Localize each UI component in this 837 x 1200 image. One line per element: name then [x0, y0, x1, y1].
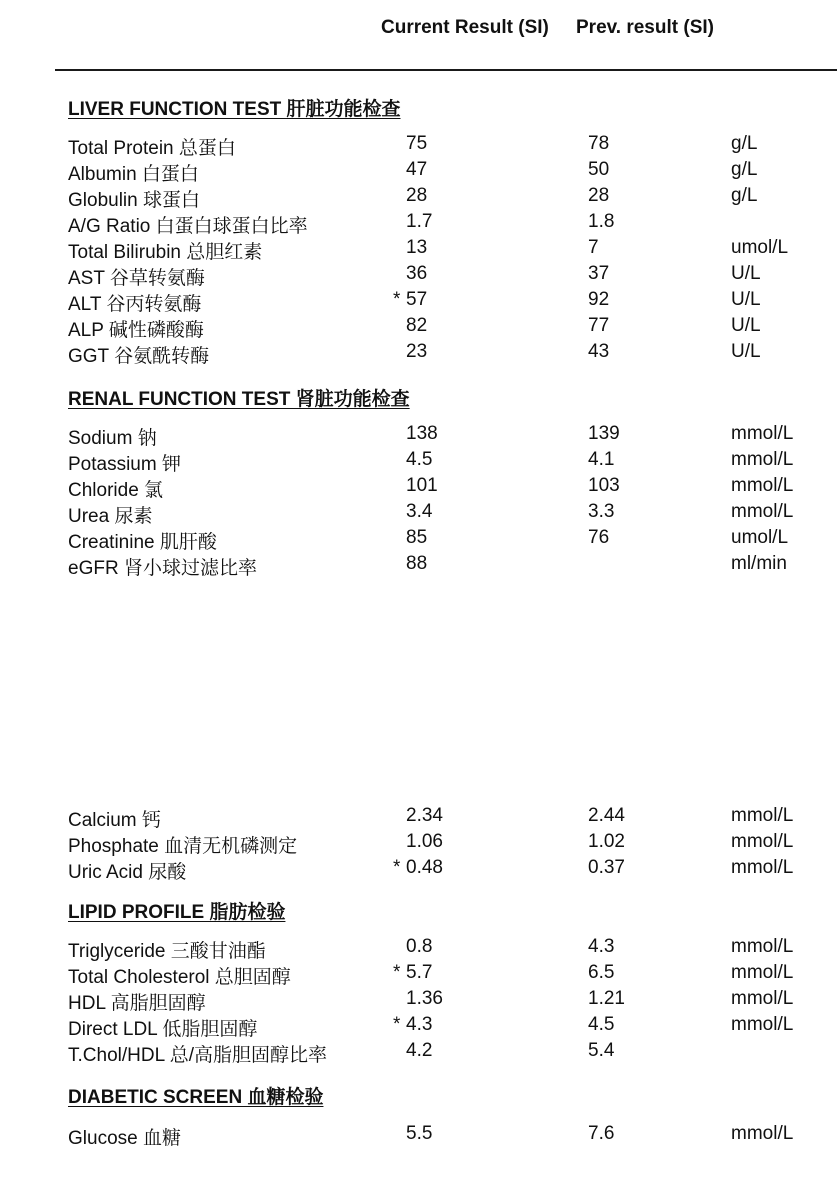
result-row: [0, 211, 837, 237]
unit: U/L: [731, 315, 761, 336]
previous-value: 6.5: [588, 962, 615, 983]
previous-value: 28: [588, 185, 610, 206]
result-row: [0, 263, 837, 289]
section-title: DIABETIC SCREEN 血糖检验: [68, 1087, 324, 1108]
result-row: [0, 1014, 837, 1040]
result-row: [0, 133, 837, 159]
result-row: [0, 553, 837, 579]
abnormal-flag: *: [393, 289, 401, 310]
test-name: Potassium 钾: [68, 454, 181, 475]
test-name: HDL 高脂胆固醇: [68, 993, 206, 1014]
abnormal-flag: *: [393, 1014, 401, 1035]
previous-result-column-header: Prev. result (SI): [576, 17, 714, 38]
unit: g/L: [731, 185, 758, 206]
result-row: [0, 857, 837, 883]
unit: mmol/L: [731, 423, 794, 444]
previous-value: 1.21: [588, 988, 625, 1009]
previous-value: 5.4: [588, 1040, 615, 1061]
test-name: Total Bilirubin 总胆红素: [68, 242, 263, 263]
unit: g/L: [731, 159, 758, 180]
unit: mmol/L: [731, 805, 794, 826]
current-value: 2.34: [406, 805, 443, 826]
current-value: 5.5: [406, 1123, 433, 1144]
previous-value: 0.37: [588, 857, 625, 878]
abnormal-flag: *: [393, 962, 401, 983]
test-name: Creatinine 肌肝酸: [68, 532, 217, 553]
unit: mmol/L: [731, 962, 794, 983]
result-row: [0, 805, 837, 831]
result-row: [0, 185, 837, 211]
unit: umol/L: [731, 237, 789, 258]
test-name: ALT 谷丙转氨酶: [68, 294, 202, 315]
unit: mmol/L: [731, 857, 794, 878]
test-name: Uric Acid 尿酸: [68, 862, 187, 883]
test-name: Sodium 钠: [68, 428, 157, 449]
result-row: [0, 936, 837, 962]
current-value: 1.7: [406, 211, 433, 232]
current-value: 138: [406, 423, 438, 444]
test-name: AST 谷草转氨酶: [68, 268, 205, 289]
current-value: 82: [406, 315, 428, 336]
result-row: [0, 315, 837, 341]
section-title: RENAL FUNCTION TEST 肾脏功能检查: [68, 389, 410, 410]
previous-value: 2.44: [588, 805, 625, 826]
previous-value: 7.6: [588, 1123, 615, 1144]
result-row: [0, 159, 837, 185]
result-row: [0, 423, 837, 449]
unit: g/L: [731, 133, 758, 154]
current-value: 57: [406, 289, 428, 310]
result-row: [0, 341, 837, 367]
test-name: Triglyceride 三酸甘油酯: [68, 941, 266, 962]
result-row: [0, 1123, 837, 1149]
unit: mmol/L: [731, 1123, 794, 1144]
unit: mmol/L: [731, 501, 794, 522]
previous-value: 4.1: [588, 449, 615, 470]
test-name: Chloride 氯: [68, 480, 164, 501]
current-value: 1.06: [406, 831, 443, 852]
current-value: 0.48: [406, 857, 443, 878]
unit: ml/min: [731, 553, 787, 574]
result-row: [0, 501, 837, 527]
current-value: 36: [406, 263, 428, 284]
unit: umol/L: [731, 527, 789, 548]
result-row: [0, 527, 837, 553]
test-name: ALP 碱性磷酸酶: [68, 320, 204, 341]
unit: mmol/L: [731, 475, 794, 496]
current-value: 23: [406, 341, 428, 362]
test-name: Glucose 血糖: [68, 1128, 181, 1149]
current-value: 88: [406, 553, 428, 574]
current-value: 47: [406, 159, 428, 180]
previous-value: 37: [588, 263, 610, 284]
test-name: Phosphate 血清无机磷测定: [68, 836, 298, 857]
current-result-column-header: Current Result (SI): [381, 17, 549, 38]
previous-value: 76: [588, 527, 610, 548]
previous-value: 103: [588, 475, 620, 496]
result-row: [0, 449, 837, 475]
current-value: 85: [406, 527, 428, 548]
current-value: 28: [406, 185, 428, 206]
result-row: [0, 289, 837, 315]
current-value: 4.5: [406, 449, 433, 470]
current-value: 13: [406, 237, 428, 258]
test-name: Calcium 钙: [68, 810, 161, 831]
previous-value: 92: [588, 289, 610, 310]
current-value: 1.36: [406, 988, 443, 1009]
test-name: GGT 谷氨酰转酶: [68, 346, 210, 367]
test-name: eGFR 肾小球过滤比率: [68, 558, 257, 579]
previous-value: 4.3: [588, 936, 615, 957]
test-name: Albumin 白蛋白: [68, 164, 199, 185]
previous-value: 1.02: [588, 831, 625, 852]
current-value: 5.7: [406, 962, 433, 983]
current-value: 3.4: [406, 501, 433, 522]
header-divider: [55, 69, 837, 71]
previous-value: 43: [588, 341, 610, 362]
current-value: 101: [406, 475, 438, 496]
abnormal-flag: *: [393, 857, 401, 878]
result-row: [0, 988, 837, 1014]
current-value: 4.3: [406, 1014, 433, 1035]
test-name: Total Protein 总蛋白: [68, 138, 236, 159]
test-name: T.Chol/HDL 总/高脂胆固醇比率: [68, 1045, 327, 1066]
previous-value: 139: [588, 423, 620, 444]
unit: U/L: [731, 263, 761, 284]
current-value: 4.2: [406, 1040, 433, 1061]
test-name: Direct LDL 低脂胆固醇: [68, 1019, 258, 1040]
section-title: LIPID PROFILE 脂肪检验: [68, 902, 286, 923]
unit: mmol/L: [731, 936, 794, 957]
current-value: 75: [406, 133, 428, 154]
result-row: [0, 962, 837, 988]
result-row: [0, 237, 837, 263]
previous-value: 3.3: [588, 501, 615, 522]
current-value: 0.8: [406, 936, 433, 957]
result-row: [0, 475, 837, 501]
previous-value: 77: [588, 315, 610, 336]
test-name: Globulin 球蛋白: [68, 190, 200, 211]
unit: mmol/L: [731, 988, 794, 1009]
result-row: [0, 831, 837, 857]
result-row: [0, 1040, 837, 1066]
previous-value: 78: [588, 133, 610, 154]
unit: U/L: [731, 289, 761, 310]
section-title: LIVER FUNCTION TEST 肝脏功能检查: [68, 99, 401, 120]
test-name: A/G Ratio 白蛋白球蛋白比率: [68, 216, 308, 237]
unit: U/L: [731, 341, 761, 362]
previous-value: 50: [588, 159, 610, 180]
unit: mmol/L: [731, 449, 794, 470]
test-name: Urea 尿素: [68, 506, 153, 527]
previous-value: 7: [588, 237, 599, 258]
test-name: Total Cholesterol 总胆固醇: [68, 967, 291, 988]
unit: mmol/L: [731, 1014, 794, 1035]
unit: mmol/L: [731, 831, 794, 852]
previous-value: 1.8: [588, 211, 615, 232]
previous-value: 4.5: [588, 1014, 615, 1035]
